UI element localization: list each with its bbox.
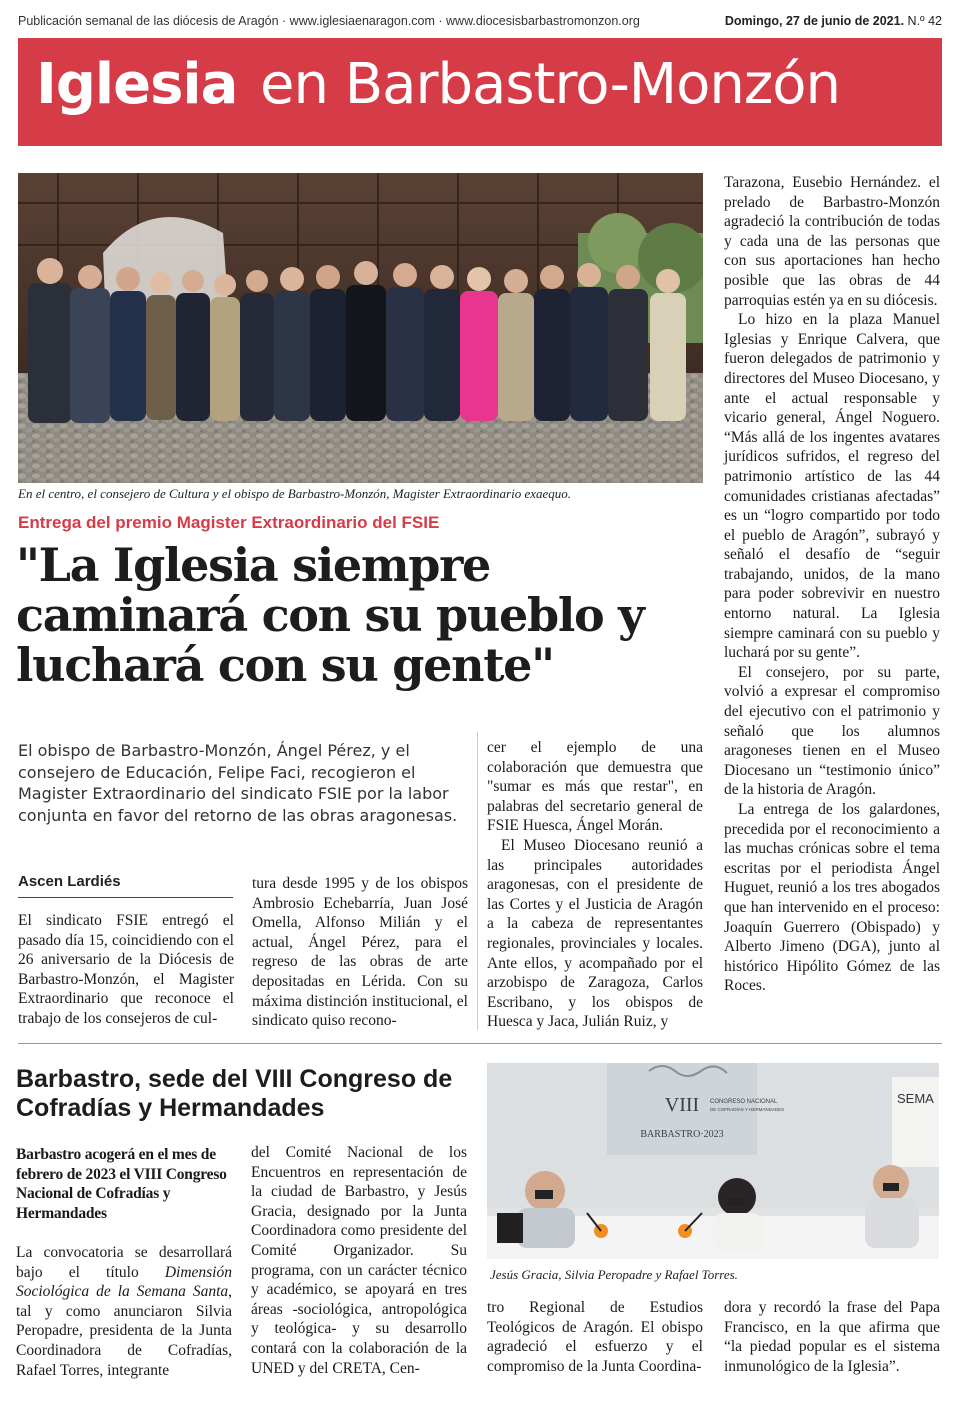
text-run: , tal y como anunciaron Silvia Peropadre, presidenta de la Junta Coordinadora de Cofradías, Rafael Torres, integrante bbox=[16, 1283, 232, 1379]
column-divider bbox=[477, 732, 478, 1030]
column-paragraph: cer el ejemplo de una colaboración que demuestra que "sumar es más que restar", en palabras del secretario general de FSIE Huesca, Ángel Morán. bbox=[487, 739, 703, 835]
masthead-regular: en Barbastro-Monzón bbox=[260, 52, 841, 117]
article-lead: El obispo de Barbastro-Monzón, Ángel Pérez, y el consejero de Educación, Felipe Faci, recogieron el Magister Extraordinario del sindicato FSIE por la labor conjunta en favor del retorno de las obras aragonesas. bbox=[18, 741, 458, 825]
banner-side: SEMA bbox=[897, 1091, 934, 1106]
column-paragraph: El Museo Diocesano reunió a las principales autoridades aragonesas, con el presidente de las Cortes y el Justicia de Aragón a la cabeza de representantes regionales, provinciales y locales. Ante ellos, y acompañado por el arzobispo de Zaragoza, Carlos Escribano, y los obispos de Huesca y Jaca, Julián Ruiz, y bbox=[487, 836, 703, 1031]
press-conference-photo bbox=[487, 1063, 939, 1259]
banner-city: BARBASTRO·2023 bbox=[640, 1129, 724, 1140]
publication-tagline: Publicación semanal de las diócesis de Aragón · www.iglesiaenaragon.com · www.diocesisbarbastromonzon.org bbox=[18, 14, 640, 28]
column-paragraph: tro Regional de Estudios Teológicos de Aragón. El obispo agradeció el esfuerzo y el compromiso de la Junta Coordina- bbox=[487, 1299, 703, 1375]
banner-cofradias: DE COFRADÍAS Y HERMANDADES bbox=[710, 1107, 785, 1112]
column-paragraph: del Comité Nacional de los Encuentros en representación de la ciudad de Barbastro, y Jesús Gracia, designado por la Junta Coordinadora como presidente del Comité Organizador. Su programa, con un carácter técnico y académico, se apoyará en tres áreas -sociológica, antropológica y teológica- y su desarrollo contará con la colaboración de la UNED y del CRETA, Cen- bbox=[251, 1144, 467, 1377]
text-run: La convocatoria se desarrollará bajo el título bbox=[16, 1244, 232, 1281]
article2-column-4 bbox=[724, 1298, 940, 1376]
issue-date bbox=[725, 14, 942, 28]
article-column-1 bbox=[18, 911, 234, 1029]
article-author: Ascen Lardiés bbox=[18, 873, 121, 890]
article2-column-3 bbox=[487, 1298, 703, 1376]
issue-number: N.º 42 bbox=[907, 14, 942, 28]
masthead-bold: Iglesia bbox=[36, 52, 238, 117]
article-column-2 bbox=[252, 874, 468, 1031]
column-paragraph bbox=[16, 1243, 232, 1380]
article-column-3 bbox=[487, 738, 703, 1032]
column-paragraph: Lo hizo en la plaza Manuel Iglesias y Enrique Calvera, que fueron delegados de patrimonio y directores del Museo Diocesano, y ante el actual responsable y vicario general, Ángel Noguero. “Más allá de los ingentes avatares jurídicos sufridos, el regreso del patrimonio artístico de las 44 comunidades cristianas afectadas” es un “logro compartido por todo el pueblo de Aragón”, subrayó y señaló el desafío de “seguir trabajando, unidos, de la mano para poder sobrevivir en nuestro entorno natural. La Iglesia siempre caminará con su pueblo y luchará por su gente”. bbox=[724, 311, 940, 662]
author-divider bbox=[18, 897, 233, 898]
column-paragraph: Tarazona, Eusebio Hernández. el prelado de Barbastro-Monzón agradeció la contribución de todas y cada una de las personas que con sus aportaciones han hecho posible que las obras de 44 parroquias estén ya en su diócesis. bbox=[724, 174, 940, 309]
article-headline: "La Iglesia siempre caminará con su pueblo y luchará con su gente" bbox=[16, 538, 644, 692]
column-paragraph: dora y recordó la frase del Papa Francisco, en la que afirma que “la piedad popular es el sistema inmunológico de la Iglesia”. bbox=[724, 1299, 940, 1375]
event-title: Dimensión Sociológica de la Semana Santa bbox=[16, 1263, 232, 1301]
photo-caption: En el centro, el consejero de Cultura y el obispo de Barbastro-Monzón, Magister Extraordinario exaequo. bbox=[18, 486, 572, 501]
group-photo bbox=[18, 173, 703, 483]
column-paragraph: La entrega de los galardones, precedida por el reconocimiento a las muchas crónicas sobre el tema escritas por el periodista Ángel Huguet, reunió a los tres abogados que han intervenido en el proceso: Joaquín Guerrero (Obispado) y Alberto Jimeno (DGA), junto al histórico Hipólito Gómez de las Roces. bbox=[724, 801, 940, 995]
article-kicker: Entrega del premio Magister Extraordinario del FSIE bbox=[18, 513, 440, 532]
banner-congress: CONGRESO NACIONAL bbox=[710, 1099, 778, 1105]
photo2-caption: Jesús Gracia, Silvia Peropadre y Rafael Torres. bbox=[490, 1267, 738, 1282]
article-column-4 bbox=[724, 173, 940, 996]
article2-subhead: Barbastro acogerá en el mes de febrero de 2023 el VIII Congreso Nacional de Cofradías y Hermandades bbox=[16, 1146, 227, 1222]
banner-numeral: VIII bbox=[664, 1094, 700, 1116]
article2-column-2 bbox=[251, 1143, 467, 1378]
column-paragraph: tura desde 1995 y de los obispos Ambrosio Echebarría, Juan José Omella, Alfonso Milián y el actual, Ángel Pérez, para el regreso de las obras de arte depositadas en Lérida. Con su máxima distinción institucional, el sindicato quiso recono- bbox=[252, 875, 468, 1030]
masthead bbox=[18, 38, 942, 146]
column-paragraph: El sindicato FSIE entregó el pasado día 15, coincidiendo con el 26 aniversario de la Diócesis de Barbastro-Monzón, el Magister Extraordinario que reconoce el trabajo de los consejeros de cul- bbox=[18, 912, 234, 1027]
article2-column-1 bbox=[16, 1243, 232, 1380]
date-text: Domingo, 27 de junio de 2021. bbox=[724, 14, 905, 28]
article2-headline: Barbastro, sede del VIII Congreso de Cofradías y Hermandades bbox=[16, 1065, 453, 1122]
section-divider bbox=[18, 1043, 942, 1044]
column-paragraph: El consejero, por su parte, volvió a expresar el compromiso del ejecutivo con el patrimonio y señaló que los alumnos aragoneses tienen en el Museo Diocesano un “testimonio único” de la historia de Aragón. bbox=[724, 663, 940, 799]
